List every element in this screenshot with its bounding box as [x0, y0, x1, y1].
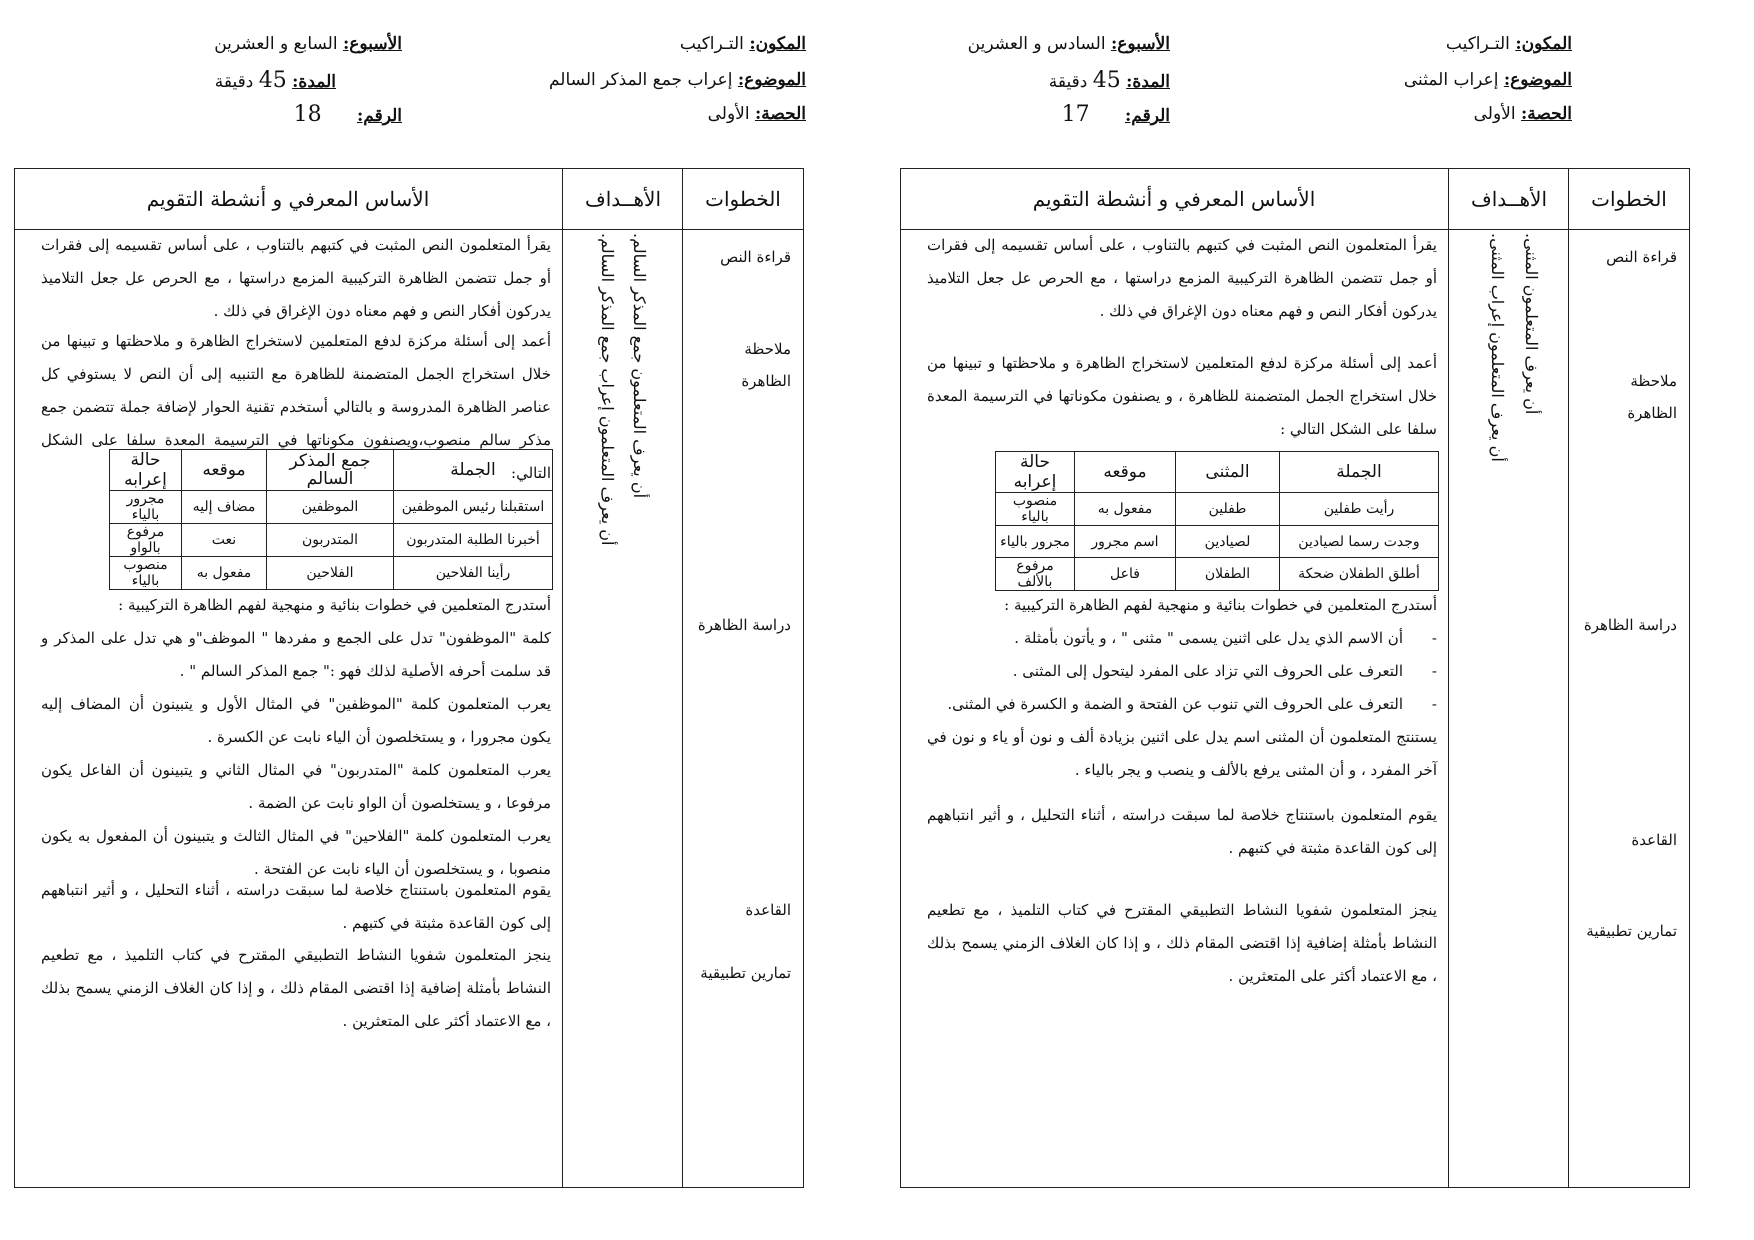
goals-cell — [555, 233, 683, 563]
rule-text: يقوم المتعلمون باستنتاج خلاصة لما سبقت دراسته ، أثناء التحليل ، و أثير انتباههم إلى كون القاعدة مثبتة في كتبهم . — [927, 806, 1437, 857]
sheet-header — [900, 34, 1700, 144]
lesson-sheet-18 — [14, 0, 814, 1240]
step-study: دراسة الظاهرة — [697, 616, 791, 634]
number-field: الرقم: 17 — [1061, 102, 1170, 127]
study-text: أستدرج المتعلمين في خطوات بنائية و منهجية لفهم الظاهرة التركيبية : - أن الاسم الذي يدل على اثنين يسمى " مثنى " ، و يأتون بأمثلة . - التعرف على الحروف التي تزاد على المفرد ليتحول إلى المثنى . - التعرف على الحروف التي تنوب عن الفتحة و الضمة و الكسرة في المثنى. يستنتج المتعلمون أن المثنى اسم يدل على اثنين بزيادة ألف و نون أو ياء و نون في آخر المفرد ، و أن المثنى يرفع بالألف و ينصب و يجر بالياء . — [927, 589, 1437, 787]
table-row: رأينا الفلاحين الفلاحين مفعول به منصوب بالياء — [110, 557, 553, 590]
subject-field: الموضوع: إعراب المثنى — [1403, 70, 1572, 90]
examples-table — [109, 449, 553, 590]
col-steps-header: الخطوات — [705, 187, 781, 211]
number-field: الرقم: 18 — [293, 102, 402, 127]
rule-text: يقوم المتعلمون باستنتاج خلاصة لما سبقت دراسته ، أثناء التحليل ، و أثير انتباههم إلى كون القاعدة مثبتة في كتبهم . — [41, 881, 551, 932]
col-goals-header: الأهــداف — [1470, 187, 1547, 211]
step-reading: قراءة النص — [720, 248, 791, 266]
table-header-row: الجملة المثنى موقعه حالة إعرابه — [996, 452, 1439, 493]
table-row: استقبلنا رئيس الموظفين الموظفين مضاف إليه مجرور بالياء — [110, 491, 553, 524]
lesson-table — [14, 168, 804, 1188]
observation-text: أعمد إلى أسئلة مركزة لدفع المتعلمين لاستخراج الظاهرة و ملاحظتها و تبينها من خلال استخراج الجمل المتضمنة للظاهرة مع التنبيه إلى أن النص لا يستوفي كل عناصر الظاهرة المدروسة و بالتالي أستخدم تقنية الحوار لإضافة جملة تتضمن جمع مذكر سالم منصوب،ويصنفون مكوناتها في الترسيمة المعدة سلفا على الشكل التالي: — [41, 332, 551, 482]
session-field: الحصة: الأولى — [707, 104, 806, 124]
component-field: المكون: التـراكيب — [679, 34, 806, 54]
step-rule: القاعدة — [745, 901, 791, 919]
table-row: أخبرنا الطلبة المتدربون المتدربون نعت مرفوع بالواو — [110, 524, 553, 557]
study-text: أستدرج المتعلمين في خطوات بنائية و منهجية لفهم الظاهرة التركيبية : كلمة "الموظفون" تدل على الجمع و مفردها " الموظف"و هي تدل على المذكر و قد سلمت أحرفه الأصلية لذلك فهو :" جمع المذكر السالم " . يعرب المتعلمون كلمة "الموظفين" في المثال الأول و يتبينون أن المضاف إليه يكون مجرورا ، و يستخلصون أن الياء نابت عن الكسرة . يعرب المتعلمون كلمة "المتدربون" في المثال الثاني و يتبينون أن الفاعل يكون مرفوعا ، و يستخلصون أن الواو نابت عن الضمة . يعرب المتعلمون كلمة "الفلاحين" في المثال الثالث و يتبينون أن المفعول به يكون منصوبا ، و يستخلصون أن الياء نابت عن الفتحة . — [41, 596, 551, 878]
goal-item: أن يعرف المتعلمون المثنى. — [1522, 233, 1541, 415]
duration-field: المدة: 45 دقيقة — [1048, 68, 1170, 93]
col-goals-header: الأهــداف — [584, 187, 661, 211]
subject-field: الموضوع: إعراب جمع المذكر السالم — [548, 70, 806, 90]
step-rule: القاعدة — [1631, 831, 1677, 849]
week-field: الأسبوع: السابع و العشرين — [214, 34, 402, 54]
lesson-sheet-17 — [900, 0, 1700, 1240]
step-phenomenon: الظاهرة — [741, 372, 791, 390]
duration-field: المدة: 45 دقيقة — [214, 68, 336, 93]
sheet-header — [14, 34, 814, 144]
goal-item: أن يعرف المتعلمون جمع المذكر السالم. — [630, 233, 649, 499]
week-field: الأسبوع: السادس و العشرين — [967, 34, 1170, 54]
exercises-text: ينجز المتعلمون شفويا النشاط التطبيقي المقترح في كتاب التلميذ ، مع تطعيم النشاط بأمثلة إضافية إذا اقتضى المقام ذلك ، و إذا كان الغلاف الزمني يسمح بذلك ، مع الاعتماد أكثر على المتعثرين . — [927, 901, 1437, 985]
step-reading: قراءة النص — [1606, 248, 1677, 266]
col-content-header: الأساس المعرفي و أنشطة التقويم — [1032, 187, 1316, 211]
exercises-text: ينجز المتعلمون شفويا النشاط التطبيقي المقترح في كتاب التلميذ ، مع تطعيم النشاط بأمثلة إضافية إذا اقتضى المقام ذلك ، و إذا كان الغلاف الزمني يسمح بذلك ، مع الاعتماد أكثر على المتعثرين . — [41, 946, 551, 1030]
goal-item: أن يعرف المتعلمون إعراب جمع المذكر السالم. — [598, 233, 617, 546]
goal-item: أن يعرف المتعلمون إعراب المثنى. — [1488, 233, 1507, 462]
step-observation: ملاحظة — [744, 340, 791, 358]
table-row: أطلق الطفلان ضحكة الطفلان فاعل مرفوع بالألف — [996, 558, 1439, 591]
reading-text: يقرأ المتعلمون النص المثبت في كتبهم بالتناوب ، على أساس تقسيمه إلى فقرات أو جمل تتضمن الظاهرة التركيبية المزمع دراستها ، مع الحرص عل جعل التلاميذ يدركون أفكار النص و فهم معناه دون الإغراق في ذلك . — [927, 236, 1437, 320]
step-study: دراسة الظاهرة — [1583, 616, 1677, 634]
examples-table — [995, 451, 1439, 591]
component-field: المكون: التـراكيب — [1445, 34, 1572, 54]
goals-cell — [1441, 233, 1569, 563]
table-header-row: الجملة جمع المذكر السالم موقعه حالة إعرابه — [110, 450, 553, 491]
step-observation: ملاحظة — [1630, 372, 1677, 390]
lesson-table — [900, 168, 1690, 1188]
observation-text: أعمد إلى أسئلة مركزة لدفع المتعلمين لاستخراج الظاهرة و ملاحظتها و تبينها من خلال استخراج الجمل المتضمنة للظاهرة ، و يصنفون مكوناتها في الترسيمة المعدة سلفا على الشكل التالي : — [927, 354, 1437, 438]
col-content-header: الأساس المعرفي و أنشطة التقويم — [146, 187, 430, 211]
session-field: الحصة: الأولى — [1473, 104, 1572, 124]
step-exercises: تمارين تطبيقية — [700, 964, 791, 982]
table-row: رأيت طفلين طفلين مفعول به منصوب بالياء — [996, 493, 1439, 526]
step-exercises: تمارين تطبيقية — [1586, 922, 1677, 940]
reading-text: يقرأ المتعلمون النص المثبت في كتبهم بالتناوب ، على أساس تقسيمه إلى فقرات أو جمل تتضمن الظاهرة التركيبية المزمع دراستها ، مع الحرص عل جعل التلاميذ يدركون أفكار النص و فهم معناه دون الإغراق في ذلك . — [41, 236, 551, 320]
table-row: وجدت رسما لصيادين لصيادين اسم مجرور مجرور بالياء — [996, 526, 1439, 558]
step-phenomenon: الظاهرة — [1627, 404, 1677, 422]
col-steps-header: الخطوات — [1591, 187, 1667, 211]
